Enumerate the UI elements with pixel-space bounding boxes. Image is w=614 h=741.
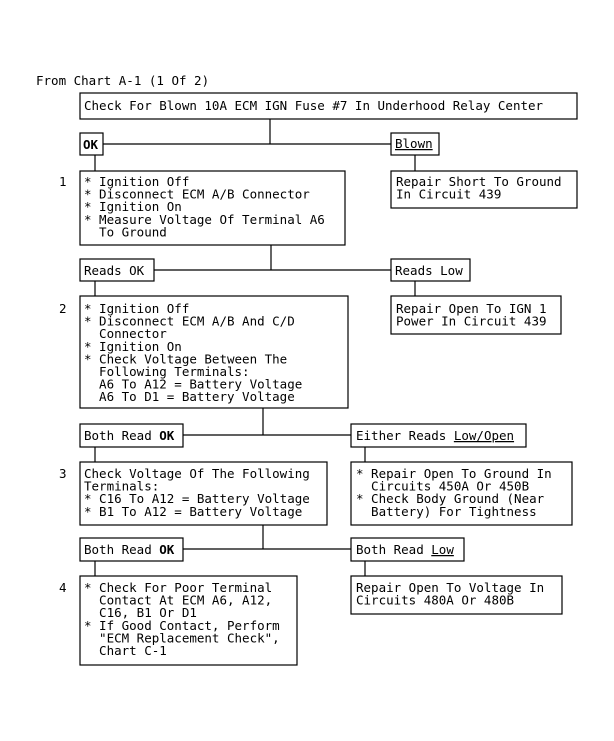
ok-label: OK	[83, 137, 99, 152]
text-line: * Check For Poor Terminal	[84, 580, 273, 595]
text-line: * B1 To A12 = Battery Voltage	[84, 503, 303, 519]
step3-fail-result	[356, 466, 552, 519]
text-line: C16, B1 Or D1	[84, 605, 197, 621]
text-line: * Repair Open To Ground In	[356, 466, 552, 481]
text-line: * Ignition On	[84, 199, 182, 215]
text-line: * C16 To A12 = Battery Voltage	[84, 491, 310, 507]
step-number-1: 1	[59, 174, 67, 189]
text-line: Circuits 480A Or 480B	[356, 592, 515, 608]
chart-header: From Chart A-1 (1 Of 2)	[36, 73, 210, 88]
step3-ok-label	[84, 428, 175, 443]
text-line: * Ignition Off	[84, 301, 190, 316]
text-line: Check Voltage Of The Following	[84, 466, 310, 481]
text-line: A6 To A12 = Battery Voltage	[84, 376, 303, 392]
ok-emphasis: OK	[159, 428, 175, 443]
text-line: Contact At ECM A6, A12,	[84, 592, 273, 608]
text-line: Connector	[84, 326, 167, 342]
text-line: * If Good Contact, Perform	[84, 617, 280, 633]
text-line: To Ground	[84, 224, 167, 240]
ok-emphasis: OK	[159, 542, 175, 557]
text-line: "ECM Replacement Check",	[84, 630, 280, 646]
text-line: A6 To D1 = Battery Voltage	[84, 389, 295, 405]
text-line: * Check Voltage Between The	[84, 351, 288, 367]
reads-low-label: Reads Low	[395, 263, 463, 278]
fail-emphasis: Low/Open	[453, 428, 515, 443]
step3-fail-label	[356, 428, 514, 443]
blown-label: Blown	[395, 136, 433, 151]
text-line: Chart C-1	[84, 643, 167, 658]
text-line: * Disconnect ECM A/B And C/D	[84, 313, 295, 329]
text-line: Power In Circuit 439	[396, 313, 547, 329]
fuse-check-text: Check For Blown 10A ECM IGN Fuse #7 In Underhood Relay Center	[84, 98, 544, 113]
step-number-4: 4	[59, 580, 67, 595]
step-number-2: 2	[59, 301, 67, 316]
step2-low-result	[396, 301, 547, 329]
text-line: In Circuit 439	[396, 186, 502, 202]
text-line: Repair Short To Ground	[396, 174, 562, 189]
low-emphasis: Low	[431, 542, 454, 557]
ok-prefix: Both Read	[84, 428, 160, 443]
text-line: * Ignition Off	[84, 174, 190, 189]
low-prefix: Both Read	[356, 542, 432, 557]
text-line: * Check Body Ground (Near	[356, 491, 545, 507]
step3-instructions	[84, 466, 310, 519]
ok-prefix: Both Read	[84, 542, 160, 557]
text-line: Following Terminals:	[84, 364, 250, 379]
text-line: Repair Open To Voltage In	[356, 580, 545, 595]
text-line: Circuits 450A Or 450B	[356, 478, 530, 494]
step2-instructions	[84, 301, 302, 404]
text-line: Repair Open To IGN 1	[396, 301, 547, 316]
fail-prefix: Either Reads	[356, 428, 454, 443]
text-line: * Ignition On	[84, 338, 182, 354]
step-number-3: 3	[59, 466, 67, 481]
step4-low-label	[356, 542, 454, 557]
text-line: * Measure Voltage Of Terminal A6	[84, 211, 325, 227]
text-line: * Disconnect ECM A/B Connector	[84, 186, 310, 202]
step4-ok-label	[84, 542, 175, 557]
reads-ok-label: Reads OK	[84, 263, 145, 278]
text-line: Terminals:	[84, 478, 160, 494]
text-line: Battery) For Tightness	[356, 503, 537, 519]
